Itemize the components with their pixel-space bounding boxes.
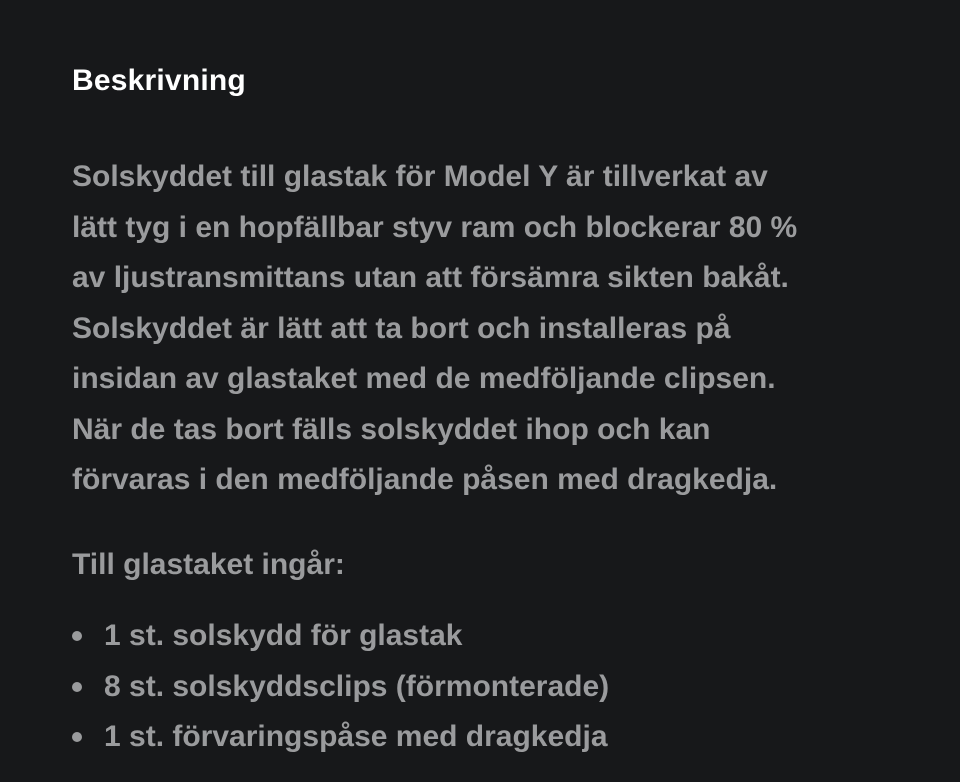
includes-title: Till glastaket ingår: (72, 548, 345, 581)
description-line: Solskyddet till glastak för Model Y är tillverkat av (72, 160, 768, 193)
list-item (72, 662, 609, 713)
bullet-icon (72, 631, 82, 641)
description-line: Solskyddet är lätt att ta bort och installeras på (72, 311, 731, 345)
section-heading: Beskrivning (72, 64, 246, 97)
includes-list (72, 611, 609, 763)
bullet-icon (72, 682, 82, 692)
list-item-label: 1 st. solskydd för glastak (104, 619, 463, 653)
list-item (72, 611, 609, 662)
list-item-label: 8 st. solskyddsclips (förmonterade) (104, 669, 610, 703)
bullet-icon (72, 732, 82, 742)
list-item (72, 712, 609, 763)
description-text (72, 152, 912, 506)
description-line: förvaras i den medföljande påsen med dragkedja. (72, 463, 778, 496)
description-line: lätt tyg i en hopfällbar styv ram och blockerar 80 % (72, 210, 798, 244)
list-item-label: 1 st. förvaringspåse med dragkedja (104, 720, 608, 754)
description-line: När de tas bort fälls solskyddet ihop och kan (72, 412, 711, 446)
description-line: insidan av glastaket med de medföljande clipsen. (72, 362, 776, 395)
description-line: av ljustransmittans utan att försämra sikten bakåt. (72, 261, 789, 294)
